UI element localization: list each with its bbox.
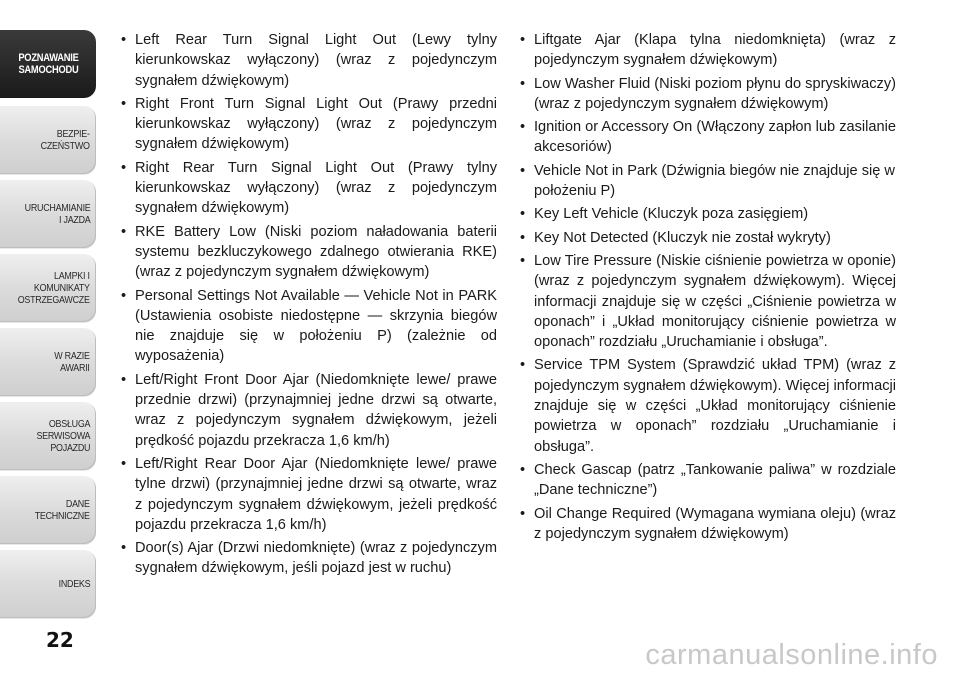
tab-uruchamianie-i-jazda[interactable] xyxy=(0,180,96,248)
bullet-icon: • xyxy=(520,229,526,246)
list-item-text: Right Rear Turn Signal Light Out (Prawy tylny kierunkowskaz wyłączony) (wraz z pojedynczym sygnałem dźwiękowym) xyxy=(135,159,497,217)
list-item-text: Left Rear Turn Signal Light Out (Lewy tylny kierunkowskaz wyłączony) (wraz z pojedynczym sygnałem dźwiękowym) xyxy=(135,32,497,89)
tab-bezpieczenstwo[interactable] xyxy=(0,106,96,174)
bullet-icon: • xyxy=(121,371,127,388)
list-item xyxy=(520,117,896,158)
list-item xyxy=(121,222,497,283)
bullet-icon: • xyxy=(121,540,127,557)
bullet-icon: • xyxy=(520,505,526,522)
list-item xyxy=(520,460,896,501)
list-item xyxy=(121,94,497,155)
tab-label: POZNAWANIE SAMOCHODU xyxy=(17,52,79,76)
list-item-text: Door(s) Ajar (Drzwi niedomknięte) (wraz z pojedynczym sygnałem dźwiękowym, jeśli pojazd jest w ruchu) xyxy=(135,540,497,577)
tab-w-razie-awarii[interactable] xyxy=(0,328,96,396)
bullet-icon: • xyxy=(520,162,526,179)
list-item-text: Left/Right Front Door Ajar (Niedomknięte lewe/ prawe przednie drzwi) (przynajmniej jedne drzwi są otwarte, wraz z pojedynczym sygnałem dźwiękowym, jeżeli prędkość pojazdu przekracza 1,6 km/h) xyxy=(135,371,497,449)
tab-label: LAMPKI I KOMUNIKATY OSTRZEGAWCZE xyxy=(18,270,90,306)
list-item-text: Check Gascap (patrz „Tankowanie paliwa” w rozdziale „Dane techniczne”) xyxy=(534,461,896,499)
page-number: 22 xyxy=(46,628,74,652)
bullet-icon: • xyxy=(121,223,127,240)
list-item-text: Service TPM System (Sprawdzić układ TPM) (wraz z pojedynczym sygnałem dźwiękowym). Więcej informacji znajduje się w części „Układ monitorujący ciśnienie powietrza w oponach” rozdziału „Uruchamianie i obsługa”. xyxy=(534,357,896,455)
left-column xyxy=(121,30,497,582)
list-item xyxy=(121,30,497,91)
tab-dane-techniczne[interactable] xyxy=(0,476,96,544)
bullet-icon: • xyxy=(121,159,127,176)
list-item-text: RKE Battery Low (Niski poziom naładowania baterii systemu bezkluczykowego zdalnego otwierania RKE) (wraz z pojedynczym sygnałem dźwiękowym) xyxy=(135,223,497,281)
bullet-icon: • xyxy=(121,32,127,48)
watermark: carmanualsonline.info xyxy=(645,639,938,671)
list-item-text: Key Left Vehicle (Kluczyk poza zasięgiem) xyxy=(534,206,809,223)
tab-label: BEZPIE- CZEŃSTWO xyxy=(40,128,90,152)
warning-message-list xyxy=(520,30,896,544)
list-item xyxy=(121,370,497,451)
bullet-icon: • xyxy=(121,95,127,112)
list-item-text: Ignition or Accessory On (Włączony zapłon lub zasilanie akcesoriów) xyxy=(534,119,896,156)
bullet-icon: • xyxy=(520,119,526,136)
list-item xyxy=(520,30,896,71)
bullet-icon: • xyxy=(121,455,127,472)
list-item xyxy=(520,204,896,224)
list-item-text: Personal Settings Not Available — Vehicle Not in PARK (Ustawienia osobiste niedostępne — skrzynia biegów nie znajduje się w położeniu P) (zależnie od wyposażenia) xyxy=(135,287,497,365)
list-item xyxy=(520,504,896,545)
tab-obsluga-serwisowa[interactable] xyxy=(0,402,96,470)
warning-message-list xyxy=(121,30,497,579)
list-item xyxy=(520,355,896,456)
bullet-icon: • xyxy=(520,357,526,374)
tab-indeks[interactable] xyxy=(0,550,96,618)
list-item-text: Oil Change Required (Wymagana wymiana oleju) (wraz z pojedynczym sygnałem dźwiękowym) xyxy=(534,505,896,542)
list-item xyxy=(520,161,896,202)
list-item-text: Left/Right Rear Door Ajar (Niedomknięte lewe/ prawe tylne drzwi) (przynajmniej jedne drzwi są otwarte, wraz z pojedynczym sygnałem dźwiękowym, jeżeli prędkość pojazdu przekracza 1,6 km/h) xyxy=(135,455,497,533)
tab-label: W RAZIE AWARII xyxy=(54,350,90,374)
list-item xyxy=(121,158,497,219)
list-item xyxy=(121,454,497,535)
tab-label: INDEKS xyxy=(58,578,90,590)
list-item xyxy=(121,538,497,579)
list-item-text: Key Not Detected (Kluczyk nie został wykryty) xyxy=(534,229,831,246)
tab-lampki-i-komunikaty[interactable] xyxy=(0,254,96,322)
list-item xyxy=(121,286,497,367)
list-item-text: Right Front Turn Signal Light Out (Prawy przedni kierunkowskaz wyłączony) (wraz z pojedynczym sygnałem dźwiękowym) xyxy=(135,95,497,153)
list-item-text: Liftgate Ajar (Klapa tylna niedomknięta) (wraz z pojedynczym sygnałem dźwiękowym) xyxy=(534,32,896,69)
bullet-icon: • xyxy=(520,461,526,478)
list-item xyxy=(520,251,896,352)
right-column xyxy=(520,30,896,547)
bullet-icon: • xyxy=(520,75,526,92)
tab-label: URUCHAMIANIE I JAZDA xyxy=(24,202,90,226)
list-item-text: Low Washer Fluid (Niski poziom płynu do spryskiwaczy) (wraz z pojedynczym sygnałem dźwiękowym) xyxy=(534,75,896,112)
list-item-text: Low Tire Pressure (Niskie ciśnienie powietrza w oponie) (wraz z pojedynczym sygnałem dźwiękowym). Więcej informacji znajduje się w części „Ciśnienie powietrza w oponach” i „Układ monitorujący ciśnienie powietrza w oponach” rozdziału „Uruchamianie i obsługa”. xyxy=(534,252,896,351)
bullet-icon: • xyxy=(520,206,526,223)
bullet-icon: • xyxy=(520,252,526,269)
list-item xyxy=(520,228,896,248)
tab-label: OBSŁUGA SERWISOWA POJAZDU xyxy=(36,418,90,454)
list-item-text: Vehicle Not in Park (Dźwignia biegów nie znajduje się w położeniu P) xyxy=(534,162,895,200)
tab-label: DANE TECHNICZNE xyxy=(35,498,90,522)
list-item xyxy=(520,74,896,115)
bullet-icon: • xyxy=(520,32,526,48)
tab-poznawanie-samochodu[interactable] xyxy=(0,30,96,98)
bullet-icon: • xyxy=(121,287,127,304)
